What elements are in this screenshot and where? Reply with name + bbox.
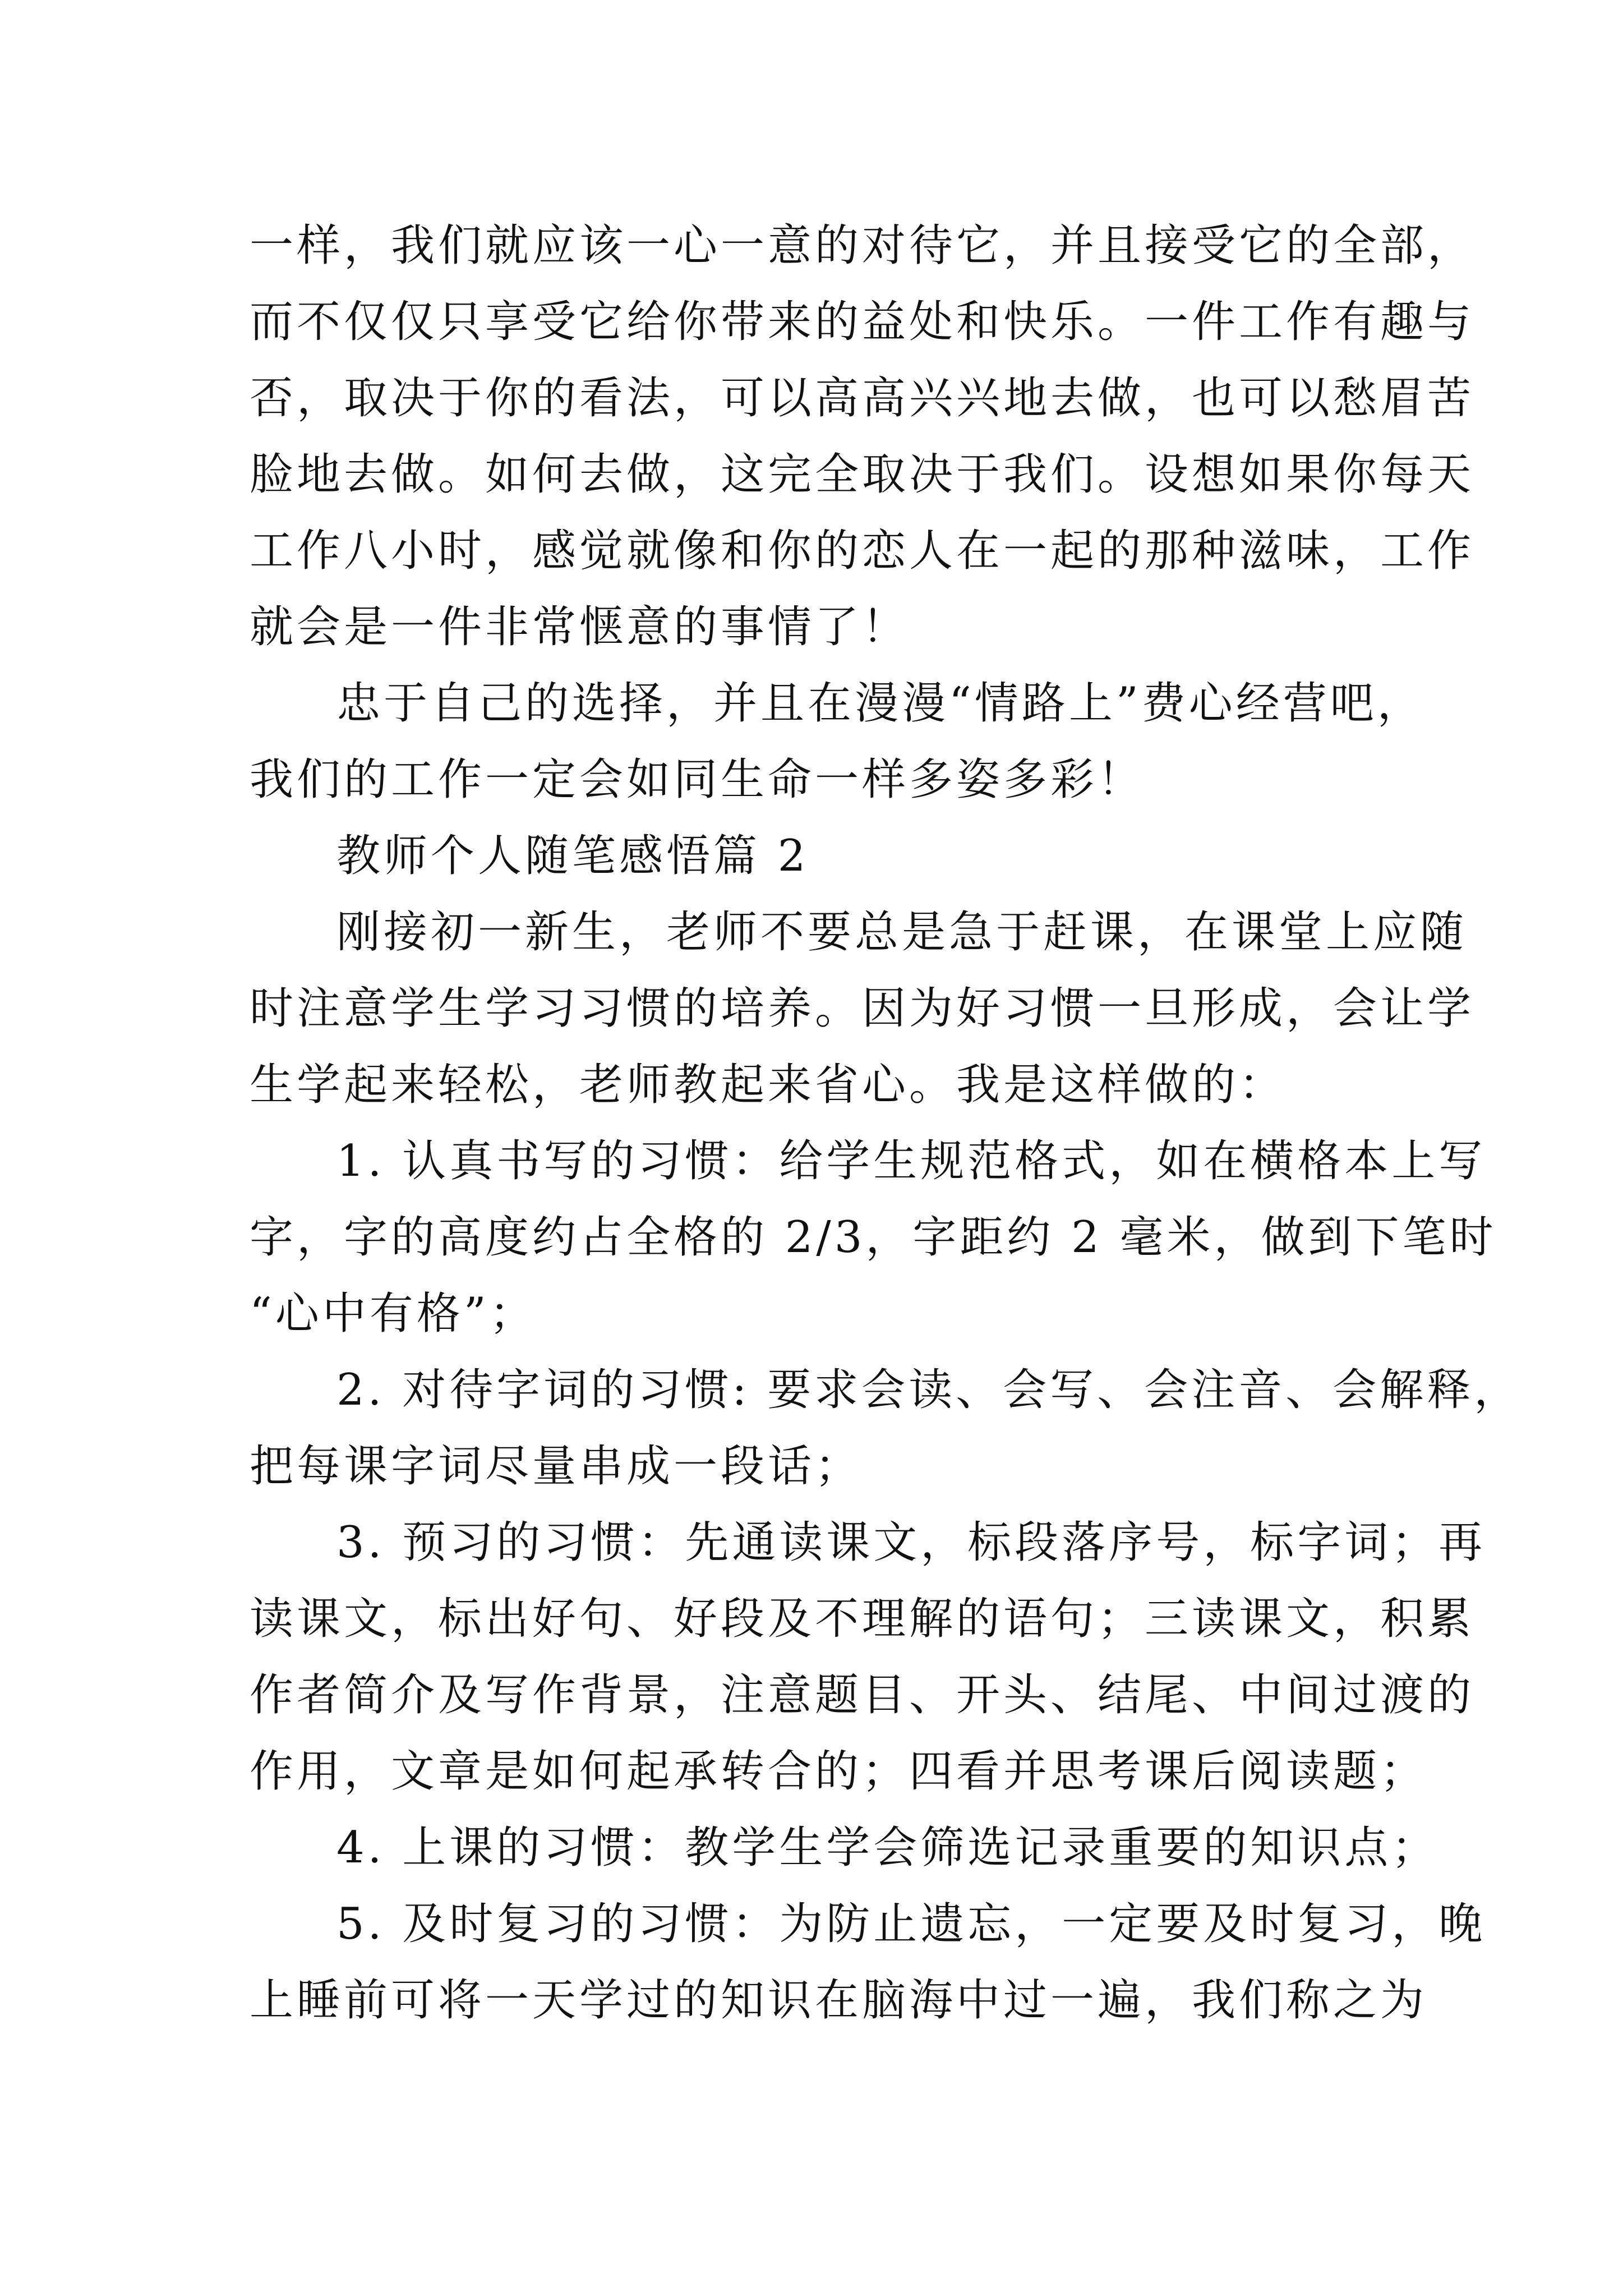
paragraph-start-line: 刚接初一新生，老师不要总是急于赶课，在课堂上应随 bbox=[336, 907, 1468, 958]
text-line: 工作八小时，感觉就像和你的恋人在一起的那种滋味，工作 bbox=[250, 526, 1475, 576]
text-line: 而不仅仅只享受它给你带来的益处和快乐。一件工作有趣与 bbox=[250, 297, 1475, 347]
list-item-5: 5. 及时复习的习惯：为防止遗忘，一定要及时复习，晚 bbox=[336, 1899, 1486, 1949]
text-line: 读课文，标出好句、好段及不理解的语句；三读课文，积累 bbox=[250, 1594, 1475, 1644]
paragraph-start-line: 忠于自己的选择，并且在漫漫“情路上”费心经营吧， bbox=[336, 678, 1424, 729]
text-line: 时注意学生学习习惯的培养。因为好习惯一旦形成，会让学 bbox=[250, 983, 1475, 1034]
body-text bbox=[250, 208, 1521, 2039]
list-item-1: 1. 认真书写的习惯：给学生规范格式，如在横格本上写 bbox=[336, 1136, 1486, 1186]
text-line: 否，取决于你的看法，可以高高兴兴地去做，也可以愁眉苦 bbox=[250, 373, 1475, 424]
text-line: 字，字的高度约占全格的 2/3，字距约 2 毫米，做到下笔时 bbox=[250, 1212, 1497, 1263]
text-line: 脸地去做。如何去做，这完全取决于我们。设想如果你每天 bbox=[250, 449, 1475, 500]
list-item-3: 3. 预习的习惯：先通读课文，标段落序号，标字词；再 bbox=[336, 1517, 1486, 1568]
text-line: 作用，文章是如何起承转合的；四看并思考课后阅读题； bbox=[250, 1746, 1428, 1797]
text-line: 就会是一件非常惬意的事情了！ bbox=[250, 602, 910, 652]
text-line: 生学起来轻松，老师教起来省心。我是这样做的： bbox=[250, 1060, 1287, 1110]
text-line: “心中有格”； bbox=[250, 1289, 537, 1339]
text-line: 作者简介及写作背景，注意题目、开头、结尾、中间过渡的 bbox=[250, 1670, 1475, 1720]
list-item-2: 2. 对待字词的习惯: 要求会读、会写、会注音、会解释， bbox=[336, 1365, 1521, 1415]
text-line: 一样，我们就应该一心一意的对待它，并且接受它的全部， bbox=[250, 220, 1475, 271]
text-line: 我们的工作一定会如同生命一样多姿多彩！ bbox=[250, 754, 1145, 805]
text-line: 上睡前可将一天学过的知识在脑海中过一遍，我们称之为 bbox=[250, 1975, 1428, 2026]
text-line: 把每课字词尽量串成一段话； bbox=[250, 1441, 863, 1492]
section-heading: 教师个人随笔感悟篇 2 bbox=[336, 831, 809, 881]
list-item-4: 4. 上课的习惯：教学生学会筛选记录重要的知识点； bbox=[336, 1823, 1439, 1873]
